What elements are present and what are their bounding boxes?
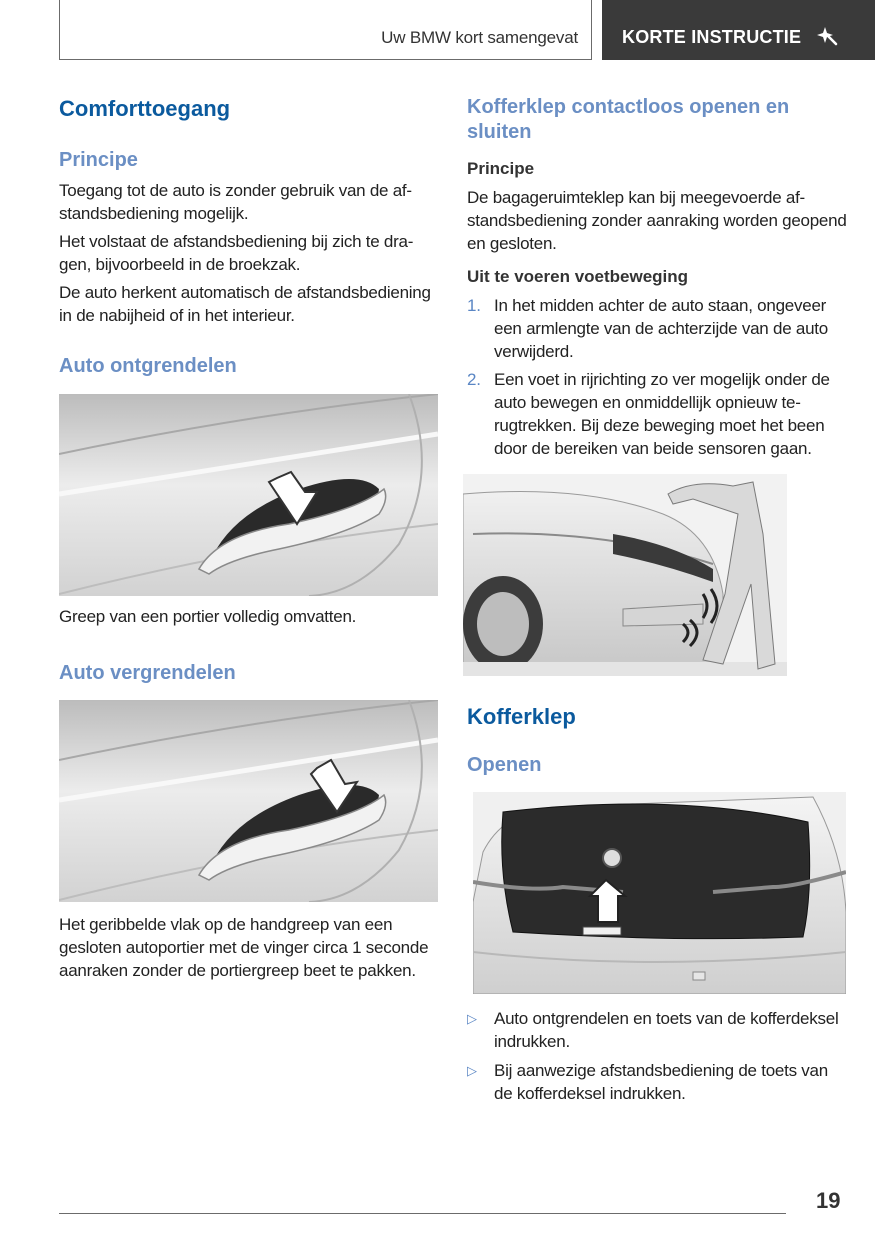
bullet-text: Bij aanwezige afstandsbediening de toets van de kofferdeksel indrukken. <box>494 1061 828 1103</box>
page-number: 19 <box>816 1188 841 1213</box>
right-principle-text: De bagageruimteklep kan bij meegevoerde afstandsbediening zonder aanraking worden geopend en gesloten. <box>467 188 847 253</box>
header-subtitle: Uw BMW kort samengevat <box>381 28 578 47</box>
step-item <box>467 368 847 460</box>
right-principle-heading: Principe <box>467 159 535 178</box>
header-box <box>59 0 592 60</box>
step-number: 2. <box>467 370 481 389</box>
step-number: 1. <box>467 296 481 315</box>
bullet-item <box>467 1007 847 1053</box>
left-column <box>59 92 439 982</box>
footer-rule <box>59 1213 786 1214</box>
door-handle-touch-figure <box>59 700 438 902</box>
right-column <box>467 92 847 1105</box>
principle-heading: Principe <box>59 149 138 171</box>
foot-movement-heading: Uit te voeren voetbeweging <box>467 267 689 286</box>
step-item <box>467 294 847 363</box>
contactless-trunk-title: Kofferklep contactloos openen en sluiten <box>467 96 790 143</box>
unlock-caption: Greep van een portier volledig omvatten. <box>59 607 357 626</box>
triangle-bullet-icon: ▷ <box>467 1011 477 1026</box>
bullet-item <box>467 1059 847 1105</box>
step-text: Een voet in rijrichting zo ver mogelijk onder de auto bewegen en onmiddellijk opnieuw terugtrekken. Bij deze beweging moet het been door de bereiken van beide sensoren gaan. <box>494 370 830 458</box>
trunk-lid-title: Kofferklep <box>467 704 576 729</box>
triangle-bullet-icon: ▷ <box>467 1063 477 1078</box>
principle-paragraph-3: De auto herkent automatisch de afstandsbediening in de nabijheid of in het interieur. <box>59 283 431 325</box>
lock-heading: Auto vergrendelen <box>59 662 236 684</box>
lock-caption: Het geribbelde vlak op de handgreep van een gesloten autoportier met de vinger circa 1 seconde aanraken zonder de portiergreep beet te pakken. <box>59 915 429 980</box>
sparkle-pointer-icon <box>816 24 840 48</box>
trunk-button-figure <box>473 792 846 994</box>
principle-paragraph-2: Het volstaat de afstandsbediening bij zich te dragen, bijvoorbeeld in de broekzak. <box>59 232 414 274</box>
unlock-heading: Auto ontgrendelen <box>59 355 237 377</box>
comfort-access-title: Comforttoegang <box>59 96 231 121</box>
opening-heading: Openen <box>467 754 542 776</box>
step-text: In het midden achter de auto staan, ongeveer een armlengte van de achterzijde van de auto verwijderd. <box>494 296 828 361</box>
principle-paragraph-1: Toegang tot de auto is zonder gebruik van de afstandsbediening mogelijk. <box>59 181 413 223</box>
door-handle-grip-figure <box>59 394 438 596</box>
bullet-text: Auto ontgrendelen en toets van de kofferdeksel indrukken. <box>494 1009 839 1051</box>
section-tab <box>602 0 875 60</box>
section-tab-label: KORTE INSTRUCTIE <box>622 27 802 47</box>
foot-gesture-figure <box>463 474 787 676</box>
